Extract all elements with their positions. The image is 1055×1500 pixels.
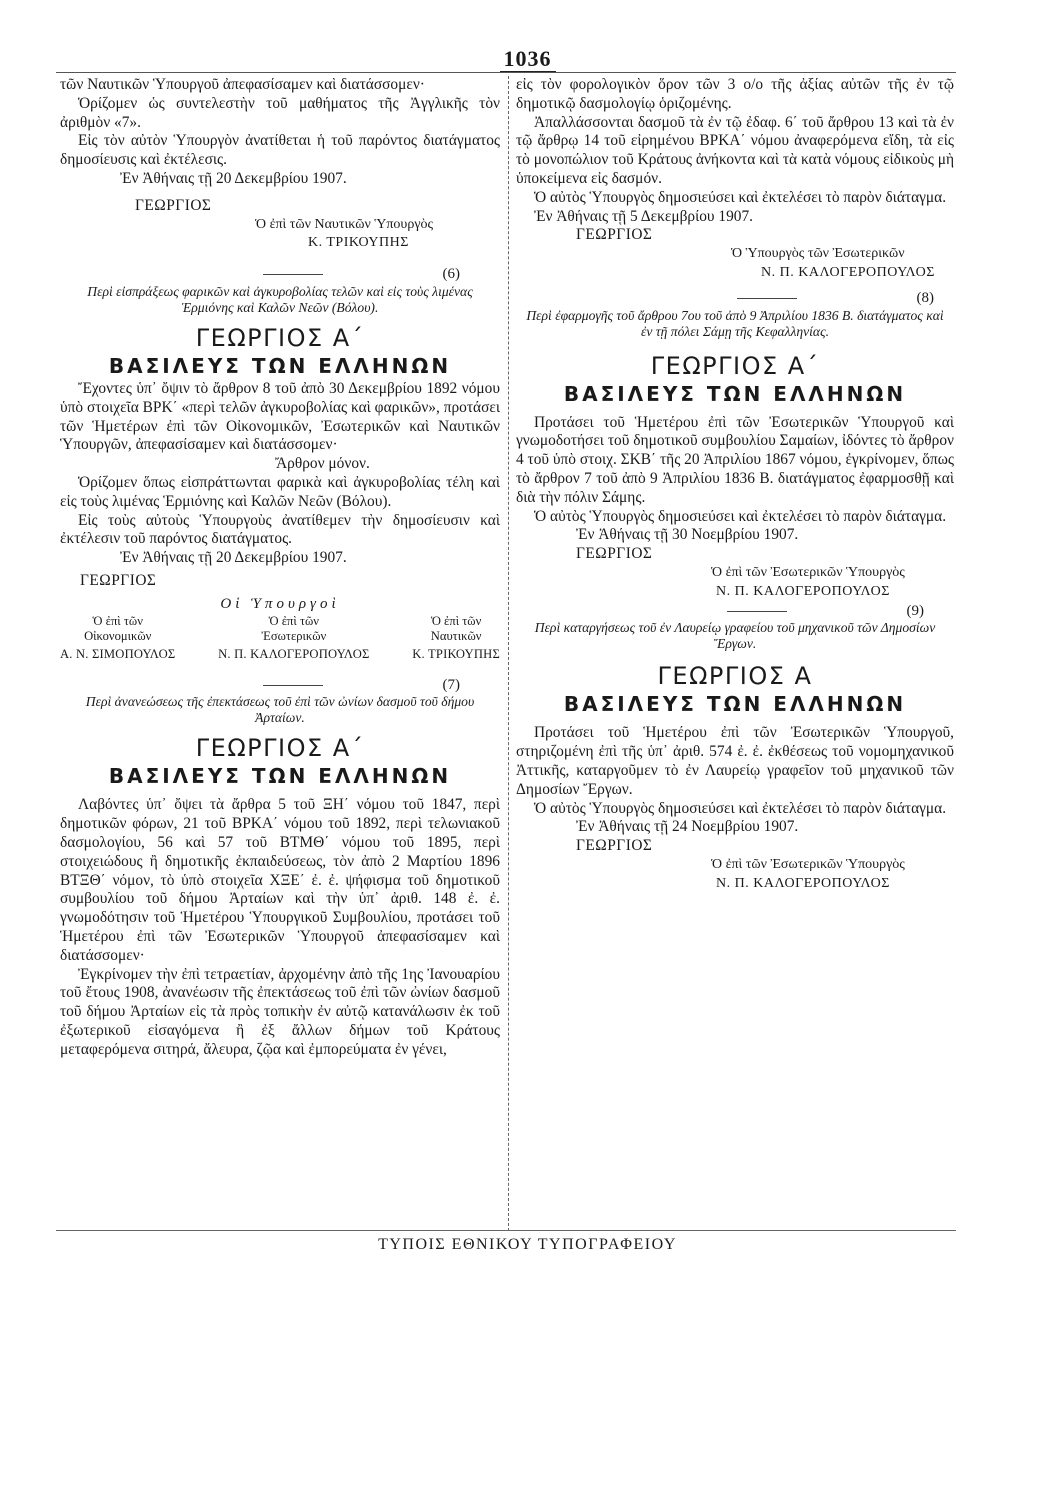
king-heading: ΓΕΩΡΓΙΟΣ Α΄ [195,323,365,352]
paragraph: Ὁρίζομεν ὅπως εἰσπράττωνται φαρικὰ καὶ ἀγκυροβολίας τέλη καὶ εἰς τοὺς λιμένας Ἑρμιόνης καὶ Καλῶν Νεῶν (Βόλου). [60,473,500,510]
decree-number: (7) [60,676,500,695]
minister-title-line: Ἐσωτερικῶν [261,628,327,643]
decree-subject: Περὶ ἀνανεώσεως τῆς ἐπεκτάσεως τοῦ ἐπὶ τῶν ὠνίων δασμοῦ τοῦ δήμου Ἀρταίων. [85,694,475,726]
minister-signature [60,614,175,662]
paragraph: Προτάσει τοῦ Ἡμετέρου ἐπὶ τῶν Ἐσωτερικῶν Ὑπουργοῦ καὶ γνωμοδοτήσει τοῦ δημοτικοῦ συμβουλίου Σαμαίων, ἰδόντες τὸ ἄρθρον 4 τοῦ ὑπὸ στοιχ. ΣΚΒ΄ τῆς 20 Ἀπριλίου 1867 νόμου, ἐγκρίνομεν, ὅπως τὸ ἄρθρον 7 τοῦ ἀπὸ 9 Ἀπριλίου 1836 Β. διατάγματος ἐφαρμοσθῇ καὶ διὰ τὴν πόλιν Σάμης. [516,413,954,506]
paragraph: τῶν Ναυτικῶν Ὑπουργοῦ ἀπεφασίσαμεν καὶ διατάσσομεν· [60,76,425,93]
minister-title-line: Ὁ ἐπὶ τῶν [268,613,319,628]
decree-number: (6) [60,265,500,284]
minister-title: Ὁ ἐπὶ τῶν Ἐσωτερικῶν Ὑπουργὸς [711,564,905,580]
bottom-rule [56,1230,956,1231]
minister-title-line: Οἰκονομικῶν [84,628,152,643]
king-heading: ΓΕΩΡΓΙΟΣ Α΄ [195,734,365,763]
king-title: ΒΑΣΙΛΕΥΣ ΤΩΝ ΕΛΛΗΝΩΝ [108,764,452,789]
paragraph: εἰς τὸν φορολογικὸν ὅρον τῶν 3 ο/ο τῆς ἀξίας αὐτῶν τῆς ἐν τῷ δημοτικῷ δασμολογίῳ ὁριζομένης. [516,76,954,112]
king-signature: ΓΕΩΡΓΙΟΣ [576,226,653,244]
minister-title-line: Ὁ ἐπὶ τῶν [430,613,482,628]
minister-name: Ν. Π. ΚΑΛΟΓΕΡΟΠΟΥΛΟΣ [716,875,890,891]
king-signature: ΓΕΩΡΓΙΟΣ [576,545,653,563]
paragraph: Ὁ αὐτὸς Ὑπουργὸς δημοσιεύσει καὶ ἐκτελέσει τὸ παρὸν διάταγμα. [534,188,947,206]
decree-date: Ἐν Ἀθήναις τῇ 20 Δεκεμβρίου 1907. [120,549,347,567]
king-signature: ΓΕΩΡΓΙΟΣ [576,837,653,855]
top-rule [56,72,956,73]
paragraph: Εἰς τοὺς αὐτοὺς Ὑπουργοὺς ἀνατίθεμεν τὴν δημοσίευσιν καὶ ἐκτέλεσιν τοῦ παρόντος διατάγματος. [60,511,500,548]
king-signature: ΓΕΩΡΓΙΟΣ [135,196,212,214]
page-number: 1036 [0,46,1055,72]
minister-name: Ν. Π. ΚΑΛΟΓΕΡΟΠΟΥΛΟΣ [761,264,935,280]
decree-subject: Περὶ εἰσπράξεως φαρικῶν καὶ ἀγκυροβολίας τελῶν καὶ εἰς τοὺς λιμένας Ἑρμιόνης καὶ Καλῶν Νεῶν (Βόλου). [87,283,473,315]
paragraph: Εἰς τὸν αὐτὸν Ὑπουργὸν ἀνατίθεται ἡ τοῦ παρόντος διατάγματος δημοσίευσις καὶ ἐκτέλεσις. [60,132,500,169]
minister-name: Α. Ν. ΣΙΜΟΠΟΥΛΟΣ [60,646,176,661]
king-title: ΒΑΣΙΛΕΥΣ ΤΩΝ ΕΛΛΗΝΩΝ [563,381,907,406]
king-title: ΒΑΣΙΛΕΥΣ ΤΩΝ ΕΛΛΗΝΩΝ [108,353,452,378]
minister-title: Ὁ Ὑπουργὸς τῶν Ἐσωτερικῶν [731,246,905,262]
paragraph: Προτάσει τοῦ Ἡμετέρου ἐπὶ τῶν Ἐσωτερικῶν Ὑπουργοῦ, στηριζομένη ἐπὶ τῆς ὑπ᾽ ἀριθ. 574 ἐ. ἐ. ἐκθέσεως τοῦ νομομηχανικοῦ Ἀττικῆς, καταργοῦμεν τὸ ἐν Λαυρείῳ γραφεῖον τοῦ μηχανικοῦ τῶν Δημοσίων Ἔργων. [516,724,954,798]
minister-title-line: Ναυτικῶν [430,628,482,643]
decree-subject: Περὶ ἐφαρμογῆς τοῦ ἄρθρου 7ου τοῦ ἀπὸ 9 Ἀπριλίου 1836 Β. διατάγματος καὶ ἐν τῇ πόλει Σάμῃ τῆς Κεφαλληνίας. [526,307,944,339]
minister-title-line: Ὁ ἐπὶ τῶν [92,613,143,628]
minister-name: Κ. ΤΡΙΚΟΥΠΗΣ [308,235,409,251]
king-signature: ΓΕΩΡΓΙΟΣ [80,571,157,589]
minister-title: Ὁ ἐπὶ τῶν Ἐσωτερικῶν Ὑπουργὸς [711,856,905,872]
decree-date: Ἐν Ἀθήναις τῇ 5 Δεκεμβρίου 1907. [534,207,754,225]
minister-signature [412,614,500,662]
paragraph: Ὁρίζομεν ὡς συντελεστὴν τοῦ μαθήματος τῆς Ἀγγλικῆς τὸν ἀριθμὸν «7». [60,94,500,131]
decree-subject: Περὶ καταργήσεως τοῦ ἐν Λαυρείῳ γραφείου τοῦ μηχανικοῦ τῶν Δημοσίων Ἔργων. [534,620,936,652]
paragraph: Ὁ αὐτὸς Ὑπουργὸς δημοσιεύσει καὶ ἐκτελέσει τὸ παρὸν διάταγμα. [534,507,947,525]
minister-name: Ν. Π. ΚΑΛΟΓΕΡΟΠΟΥΛΟΣ [218,646,370,661]
king-heading: ΓΕΩΡΓΙΟΣ Α΄ [650,351,820,380]
king-title: ΒΑΣΙΛΕΥΣ ΤΩΝ ΕΛΛΗΝΩΝ [563,692,907,717]
decree-number: (9) [516,602,954,621]
right-column [516,76,954,894]
paragraph: Ὁ αὐτὸς Ὑπουργὸς δημοσιεύσει καὶ ἐκτελέσει τὸ παρὸν διάταγμα. [534,799,947,817]
king-heading: ΓΕΩΡΓΙΟΣ Α [657,662,813,691]
paragraph: Ἔχοντες ὑπ᾽ ὄψιν τὸ ἄρθρον 8 τοῦ ἀπὸ 30 Δεκεμβρίου 1892 νόμου ὑπὸ στοιχεῖα ΒΡΚ΄ «περὶ τελῶν ἀγκυροβολίας καὶ φαρικῶν», προτάσει τῶν Ἡμετέρων ἐπὶ τῶν Οἰκονομικῶν, Ἐσωτερικῶν καὶ Ναυτικῶν Ὑπουργῶν, ἀπεφασίσαμεν καὶ διατάσσομεν· [60,379,500,454]
decree-date: Ἐν Ἀθήναις τῇ 20 Δεκεμβρίου 1907. [120,169,347,187]
article-heading: Ἄρθρον μόνον. [275,455,370,473]
left-column [60,76,500,1059]
minister-name: Ν. Π. ΚΑΛΟΓΕΡΟΠΟΥΛΟΣ [716,583,890,599]
ministers-signatures [60,614,500,662]
minister-title: Ὁ ἐπὶ τῶν Ναυτικῶν Ὑπουργὸς [255,216,434,232]
paragraph: Ἀπαλλάσσονται δασμοῦ τὰ ἐν τῷ ἐδαφ. 6΄ τοῦ ἄρθρου 13 καὶ τὰ ἐν τῷ ἄρθρῳ 14 τοῦ εἰρημένου ΒΡΚΑ΄ νόμου ἀναφερόμενα εἴδη, τὰ εἰς τὸ μονοπώλιον τοῦ Κράτους ἀνήκοντα καὶ τὰ κατὰ νόμους εἰδικοὺς μὴ ὑποκείμενα εἰς δασμόν. [516,113,954,187]
decree-number: (8) [516,289,954,308]
column-divider [508,76,509,1231]
paragraph: Ἐγκρίνομεν τὴν ἐπὶ τετραετίαν, ἀρχομένην ἀπὸ τῆς 1ης Ἰανουαρίου τοῦ ἔτους 1908, ἀνανέωσιν τῆς ἐπεκτάσεως τοῦ ἐπὶ τῶν ὠνίων δασμοῦ τοῦ δήμου Ἀρταίων εἰς τὰ πρὸς τοπικὴν ἐν αὐτῷ κατανάλωσιν ἐκ τοῦ ἐξωτερικοῦ εἰσαγόμενα ἢ ἐξ ἄλλων δήμων τοῦ Κράτους μεταφερόμενα σιτηρά, ἄλευρα, ζῷα καὶ ἐμπορεύματα ἐν γένει, [60,965,500,1058]
minister-name: Κ. ΤΡΙΚΟΥΠΗΣ [412,646,500,661]
printer-imprint: ΤΥΠΟΙΣ ΕΘΝΙΚΟΥ ΤΥΠΟΓΡΑΦΕΙΟΥ [378,1236,677,1253]
decree-date: Ἐν Ἀθήναις τῇ 30 Νοεμβρίου 1907. [576,526,799,544]
minister-signature [218,614,369,662]
ministers-heading: Οἱ Ὑπουργοὶ [220,595,340,612]
decree-date: Ἐν Ἀθήναις τῇ 24 Νοεμβρίου 1907. [576,818,799,836]
paragraph: Λαβόντες ὑπ᾽ ὄψει τὰ ἄρθρα 5 τοῦ ΞΗ΄ νόμου τοῦ 1847, περὶ δημοτικῶν φόρων, 21 τοῦ ΒΡΚΑ΄ νόμου τοῦ 1892, περὶ τελωνιακοῦ δασμολογίου, 56 καὶ 57 τοῦ ΒΤΜΘ΄ νόμου τοῦ 1895, περὶ στοιχειώδους ἢ δημοτικῆς ἐκπαιδεύσεως, τὸν ἀπὸ 2 Μαρτίου 1896 ΒΤΞΘ΄ νόμον, τὸ ὑπὸ στοιχεῖα ΧΞΕ΄ ἐ. ἐ. ψήφισμα τοῦ δημοτικοῦ συμβουλίου τοῦ δήμου Ἀρταίων καὶ τὴν ὑπ᾽ ἀριθ. 148 ἐ. ἐ. γνωμοδότησιν τοῦ Ἡμετέρου Ὑπουργικοῦ Συμβουλίου, προτάσει τοῦ Ἡμετέρου ἐπὶ τῶν Ἐσωτερικῶν Ὑπουργοῦ ἀπεφασίσαμεν καὶ διατάσσομεν· [60,796,500,964]
